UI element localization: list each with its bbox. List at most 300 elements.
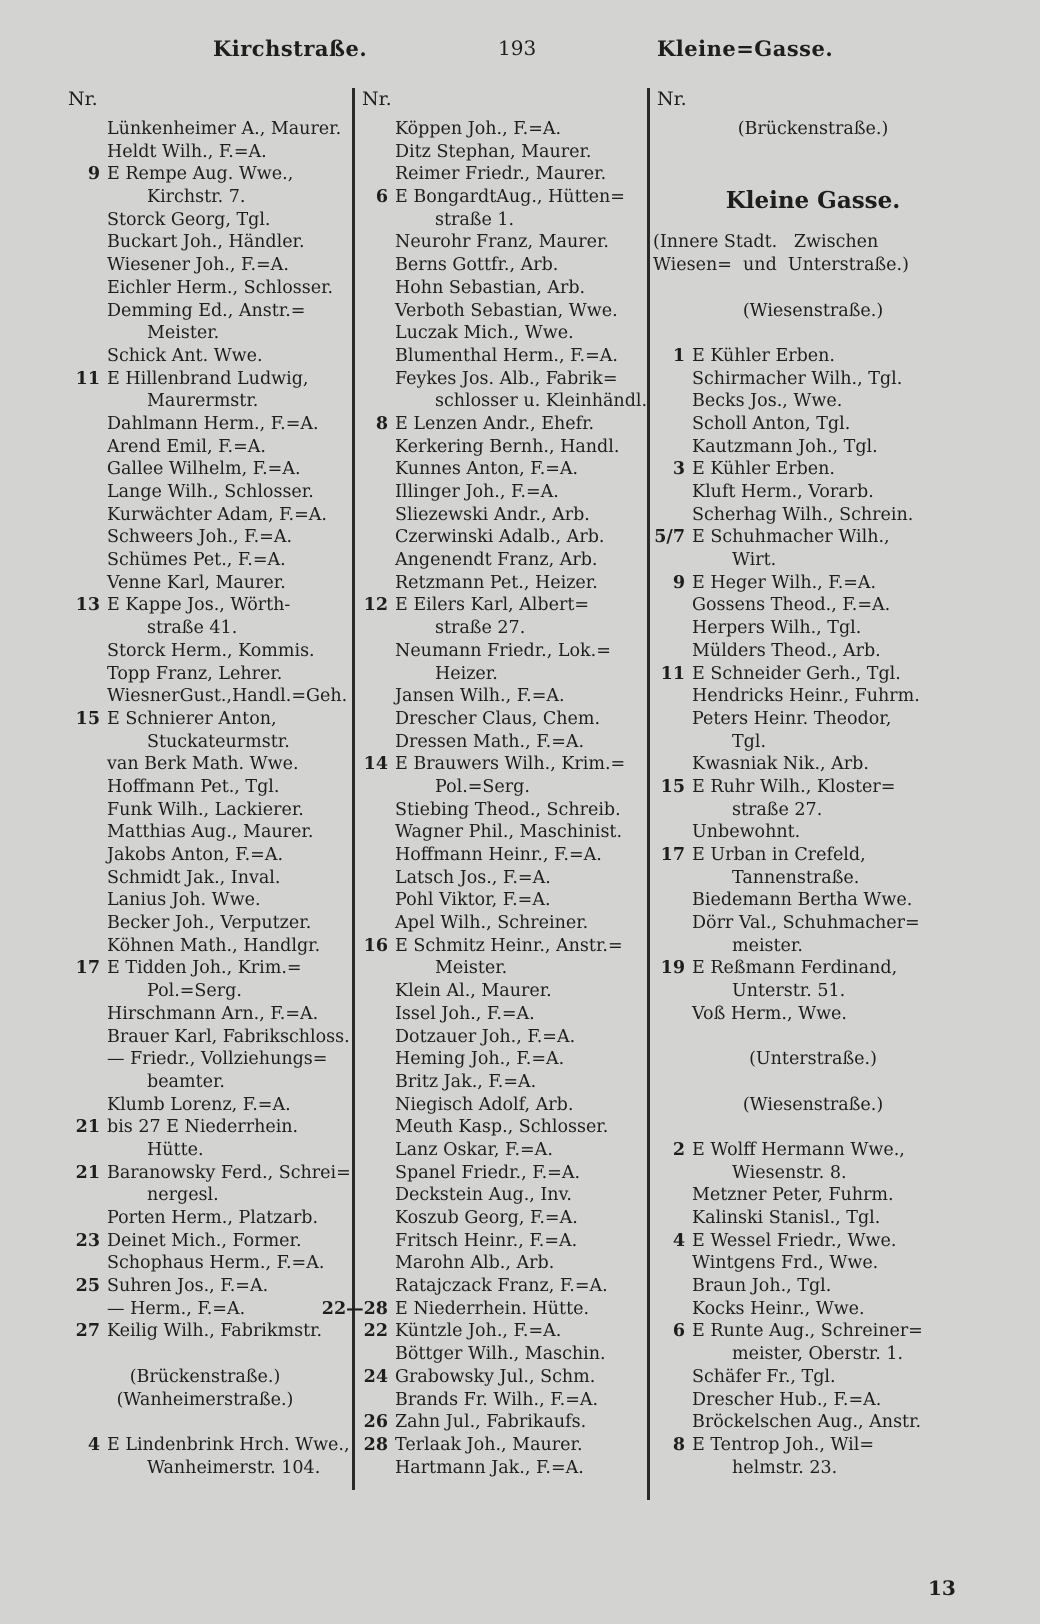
directory-entry [653,731,973,754]
directory-entry [60,912,350,935]
entry-text: Biedemann Bertha Wwe. [692,890,913,911]
house-number: 3 [672,459,685,480]
directory-entry [653,1252,973,1275]
directory-entry [358,1207,646,1230]
directory-entry [358,186,646,209]
entry-text: E Schmitz Heinr., Anstr.= [395,935,623,956]
entry-continuation: beamter. [147,1071,225,1092]
entry-text: Hohn Sebastian, Arb. [395,277,586,298]
directory-entry [60,1320,350,1343]
directory-entry [358,844,646,867]
column-divider [647,88,650,1500]
directory-entry [653,935,973,958]
entry-text: Britz Jak., F.=A. [395,1071,537,1092]
blank-line [653,277,973,300]
directory-entry [358,1162,646,1185]
entry-text: Voß Herm., Wwe. [692,1003,847,1024]
entry-text: Koszub Georg, F.=A. [395,1208,578,1228]
directory-entry [358,118,646,141]
directory-entry [358,731,646,754]
directory-entry [653,685,973,708]
directory-entry [60,685,350,708]
house-number: 24 [363,1366,388,1387]
entry-text: Apel Wilh., Schreiner. [395,913,589,934]
directory-entry [358,1457,646,1480]
directory-entry [60,594,350,617]
entry-text: — Friedr., Vollziehungs= [107,1049,328,1070]
directory-entry [358,572,646,595]
directory-entry [653,867,973,890]
directory-entry [653,617,973,640]
directory-entry [358,322,646,345]
directory-entry [653,1048,973,1071]
directory-entry [653,1366,973,1389]
entry-text: Heming Joh., F.=A. [395,1049,565,1070]
directory-entry [653,1275,973,1298]
directory-entry [358,821,646,844]
directory-entry [358,867,646,890]
directory-entry [60,821,350,844]
entry-text: Kocks Heinr., Wwe. [692,1298,865,1319]
directory-entry [653,436,973,459]
house-number: 2 [672,1139,685,1160]
entry-text: Dressen Math., F.=A. [395,731,585,752]
entry-text: Feykes Jos. Alb., Fabrik= [395,368,618,389]
house-number: 22 [363,1321,388,1342]
directory-entry [60,322,350,345]
entry-text: Schäfer Fr., Tgl. [692,1366,836,1387]
entry-text: Jansen Wilh., F.=A. [395,686,565,707]
house-number: 14 [363,754,388,775]
entry-text: Heldt Wilh., F.=A. [107,141,267,162]
entry-text: E Wessel Friedr., Wwe. [692,1230,897,1251]
directory-entry [653,1003,973,1026]
entry-text: Lanius Joh. Wwe. [107,890,261,911]
house-number: 4 [87,1434,100,1455]
directory-entry [358,300,646,323]
entry-text: Illinger Joh., F.=A. [395,482,559,502]
directory-entry [358,1275,646,1298]
entry-text: (Wanheimerstraße.) [116,1389,294,1410]
directory-entry [358,1320,646,1343]
directory-entry [358,1411,646,1434]
house-number: 15 [660,776,685,797]
directory-entry [653,594,973,617]
entry-continuation: Tgl. [732,731,767,752]
entry-text: E Schnierer Anton, [107,708,277,729]
directory-entry [653,1298,973,1321]
entry-text: Niegisch Adolf, Arb. [395,1094,574,1115]
entry-text: Schweers Joh., F.=A. [107,527,293,548]
directory-entry [60,1275,350,1298]
entry-continuation: Wanheimerstr. 104. [147,1457,321,1478]
blank-line [653,1071,973,1094]
blank-line [653,1116,973,1139]
column-kirchstrasse-left [60,118,350,1479]
entry-text: Latsch Jos., F.=A. [395,867,551,888]
entry-text: Marohn Alb., Arb. [395,1253,555,1274]
entry-text: Köhnen Math., Handlgr. [107,935,321,956]
entry-continuation: meister, Oberstr. 1. [732,1344,904,1365]
entry-text: Suhren Jos., F.=A. [107,1276,269,1297]
entry-text: Wiesener Joh., F.=A. [107,255,289,276]
entry-text: Terlaak Joh., Maurer. [395,1434,583,1455]
house-number: 8 [672,1434,685,1455]
directory-entry [60,889,350,912]
house-number: 21 [75,1117,100,1138]
entry-text: E Kappe Jos., Wörth- [107,595,291,616]
entry-continuation: Heizer. [435,663,498,684]
house-number: 17 [75,958,100,979]
entry-continuation: Unterstr. 51. [732,981,846,1002]
directory-entry [358,1139,646,1162]
entry-text: E Brauwers Wilh., Krim.= [395,754,626,775]
directory-entry [358,1094,646,1117]
entry-text: (Wiesenstraße.) [742,1094,884,1115]
entry-text: Braun Joh., Tgl. [692,1276,832,1297]
directory-entry [60,753,350,776]
entry-continuation: nergesl. [147,1185,219,1206]
directory-entry [358,799,646,822]
entry-text: Ditz Stephan, Maurer. [395,141,592,162]
directory-entry [653,504,973,527]
entry-text: E BongardtAug., Hütten= [395,187,625,208]
entry-text: E Tidden Joh., Krim.= [107,958,302,979]
directory-entry [60,345,350,368]
entry-text: Luczak Mich., Wwe. [395,323,574,344]
directory-entry [60,1094,350,1117]
entry-text: Blumenthal Herm., F.=A. [395,345,618,366]
directory-entry [60,799,350,822]
directory-entry [653,1411,973,1434]
entry-text: Becks Jos., Wwe. [692,391,843,412]
entry-text: Kwasniak Nik., Arb. [692,754,869,775]
entry-text: Hoffmann Pet., Tgl. [107,776,280,797]
directory-entry [60,1162,350,1185]
entry-text: bis 27 E Niederrhein. [107,1117,299,1138]
directory-entry [60,118,350,141]
entry-text: Wintgens Frd., Wwe. [692,1253,879,1274]
directory-entry [60,663,350,686]
entry-text: Dörr Val., Schuhmacher= [692,913,920,934]
entry-text: E Lenzen Andr., Ehefr. [395,413,595,434]
house-number: 12 [363,595,388,616]
directory-entry [60,1116,350,1139]
entry-text: Dahlmann Herm., F.=A. [107,413,319,434]
entry-text: Peters Heinr. Theodor, [692,708,892,729]
directory-entry [358,1026,646,1049]
entry-text: WiesnerGust.,Handl.=Geh. [107,686,348,707]
directory-entry [358,254,646,277]
directory-entry [653,753,973,776]
house-number: 8 [375,413,388,434]
directory-entry [60,640,350,663]
entry-text: E Kühler Erben. [692,459,835,480]
directory-entry [358,526,646,549]
entry-text: Hartmann Jak., F.=A. [395,1457,584,1478]
directory-entry [60,209,350,232]
directory-entry [60,458,350,481]
blank-line [60,1343,350,1366]
entry-text: Wagner Phil., Maschinist. [395,822,623,843]
house-number: 5/7 [654,527,685,548]
directory-entry [653,1434,973,1457]
directory-entry [653,1184,973,1207]
house-number: 6 [375,187,388,208]
directory-entry [60,980,350,1003]
house-number: 27 [75,1321,100,1342]
nr-label-col1: Nr. [68,88,98,110]
entry-text: Zahn Jul., Fabrikaufs. [395,1412,587,1433]
entry-text: Deinet Mich., Former. [107,1230,302,1251]
entry-text: Kalinski Stanisl., Tgl. [692,1208,881,1228]
entry-text: Unbewohnt. [692,822,801,843]
entry-continuation: Pol.=Serg. [147,981,242,1002]
entry-text: Jakobs Anton, F.=A. [107,845,284,865]
entry-text: Kleine Gasse. [725,187,901,215]
entry-text: Hendricks Heinr., Fuhrm. [692,686,920,707]
directory-entry [653,1139,973,1162]
house-number: 25 [75,1276,100,1297]
entry-continuation: Meister. [435,958,508,979]
entry-text: Dotzauer Joh., F.=A. [395,1026,576,1047]
entry-text: Scholl Anton, Tgl. [692,413,851,434]
entry-text: Spanel Friedr., F.=A. [395,1162,581,1183]
entry-text: Arend Emil, F.=A. [107,436,266,457]
entry-text: van Berk Math. Wwe. [107,754,299,775]
entry-text: Deckstein Aug., Inv. [395,1185,572,1206]
entry-text: Schophaus Herm., F.=A. [107,1253,325,1274]
directory-entry [358,413,646,436]
directory-entry [358,663,646,686]
directory-entry [358,912,646,935]
entry-continuation: schlosser u. Kleinhändl. [435,391,648,412]
blank-line [653,1026,973,1049]
house-number: 22—28 [321,1298,388,1319]
entry-text: Eichler Herm., Schlosser. [107,277,334,298]
entry-text: Böttger Wilh., Maschin. [395,1344,606,1365]
entry-text: Ratajczack Franz, F.=A. [395,1276,608,1297]
directory-entry [60,844,350,867]
entry-text: E Kühler Erben. [692,345,835,366]
entry-text: Verboth Sebastian, Wwe. [395,300,618,321]
blank-line [60,1411,350,1434]
directory-entry [358,1116,646,1139]
entry-text: Grabowsky Jul., Schm. [395,1366,596,1387]
directory-entry [358,957,646,980]
house-number: 11 [75,368,100,389]
house-number: 4 [672,1230,685,1251]
entry-continuation: Hütte. [147,1139,204,1160]
directory-entry [60,1434,350,1457]
directory-entry [653,231,973,254]
directory-entry [358,504,646,527]
entry-text: Funk Wilh., Lackierer. [107,799,304,820]
directory-entry [653,1343,973,1366]
entry-text: E Lindenbrink Hrch. Wwe., [107,1434,350,1455]
directory-entry [60,481,350,504]
entry-text: Stiebing Theod., Schreib. [395,799,621,820]
directory-entry [60,957,350,980]
directory-entry [358,141,646,164]
directory-entry [653,889,973,912]
directory-entry [321,1298,646,1321]
directory-entry [60,1457,350,1480]
directory-entry [653,458,973,481]
directory-entry [358,1048,646,1071]
entry-continuation: Pol.=Serg. [435,776,530,797]
entry-continuation: meister. [732,935,803,956]
entry-text: Mülders Theod., Arb. [692,640,881,661]
directory-entry [653,1457,973,1480]
directory-entry [60,549,350,572]
directory-entry [653,1230,973,1253]
entry-text: Kerkering Bernh., Handl. [395,436,620,457]
directory-entry [358,1184,646,1207]
directory-entry [60,731,350,754]
directory-entry [358,889,646,912]
directory-entry [653,345,973,368]
entry-text: Köppen Joh., F.=A. [395,119,562,139]
directory-entry [358,1389,646,1412]
directory-entry [60,776,350,799]
directory-entry [358,1071,646,1094]
directory-entry [358,1252,646,1275]
house-number: 26 [363,1412,388,1433]
directory-entry [60,1298,350,1321]
directory-entry [60,1366,350,1389]
left-street-title: Kirchstraße. [213,36,368,61]
directory-entry [358,708,646,731]
directory-entry [358,753,646,776]
directory-entry [358,776,646,799]
directory-entry [653,413,973,436]
entry-text: Metzner Peter, Fuhrm. [692,1185,894,1206]
directory-entry [358,436,646,459]
page-number: 193 [498,36,537,60]
entry-text: Brands Fr. Wilh., F.=A. [395,1389,599,1410]
signature-mark: 13 [928,1576,956,1600]
directory-entry [60,1026,350,1049]
entry-text: Bröckelschen Aug., Anstr. [692,1412,922,1433]
entry-text: Venne Karl, Maurer. [107,572,286,593]
directory-entry [60,1139,350,1162]
entry-continuation: Meister. [147,323,220,344]
entry-continuation: straße 27. [435,618,526,639]
entry-text: Herpers Wilh., Tgl. [692,618,862,639]
house-number: 6 [672,1321,685,1342]
entry-text: Sliezewski Andr., Arb. [395,504,590,525]
entry-text: (Wiesenstraße.) [742,300,884,321]
entry-text: E Eilers Karl, Albert= [395,595,590,616]
directory-entry [653,776,973,799]
blank-line [653,209,973,232]
directory-entry [358,1003,646,1026]
house-number: 15 [75,708,100,729]
entry-text: E Runte Aug., Schreiner= [692,1321,923,1342]
directory-entry [60,1389,350,1412]
entry-text: E Wolff Hermann Wwe., [692,1139,905,1160]
directory-entry [358,935,646,958]
entry-text: E Ruhr Wilh., Kloster= [692,776,896,797]
directory-entry [653,118,973,141]
house-number: 11 [660,663,685,684]
directory-entry [358,1366,646,1389]
directory-entry [358,481,646,504]
entry-text: Gallee Wilhelm, F.=A. [107,459,301,480]
entry-text: (Unterstraße.) [749,1049,877,1070]
directory-entry [60,1003,350,1026]
entry-text: Kluft Herm., Vorarb. [692,482,874,502]
house-number: 9 [672,572,685,593]
directory-entry [60,572,350,595]
directory-entry [60,504,350,527]
entry-text: Schirmacher Wilh., Tgl. [692,368,903,389]
entry-text: E Rempe Aug. Wwe., [107,164,294,185]
column-kirchstrasse-right [321,118,648,1479]
directory-entry [358,368,646,391]
directory-entry [653,844,973,867]
directory-entry [358,549,646,572]
entry-text: Baranowsky Ferd., Schrei= [107,1162,351,1183]
entry-continuation: Tannenstraße. [732,867,860,888]
entry-text: Buckart Joh., Händler. [107,232,305,253]
directory-entry [60,935,350,958]
directory-entry [60,300,350,323]
directory-entry [60,277,350,300]
entry-continuation: Stuckateurmstr. [147,731,290,752]
house-number: 19 [660,958,685,979]
entry-continuation: Maurermstr. [147,391,259,412]
entry-text: E Schneider Gerh., Tgl. [692,663,901,684]
directory-entry [60,368,350,391]
entry-text: Hoffmann Heinr., F.=A. [395,845,602,865]
directory-entry [60,1071,350,1094]
directory-entry [653,663,973,686]
entry-continuation: Wirt. [732,550,777,571]
entry-text: Wiesen= und Unterstraße.) [653,255,909,276]
directory-entry [653,912,973,935]
entry-text: E Heger Wilh., F.=A. [692,572,877,593]
directory-entry [358,980,646,1003]
entry-text: E Urban in Crefeld, [692,845,866,865]
directory-entry [358,209,646,232]
entry-text: (Brückenstraße.) [129,1366,281,1387]
directory-entry [653,526,973,549]
directory-entry [653,957,973,980]
directory-entry [653,1162,973,1185]
entry-text: Scherhag Wilh., Schrein. [692,504,914,525]
directory-entry [358,231,646,254]
entry-text: (Innere Stadt. Zwischen [653,232,879,253]
directory-entry [653,481,973,504]
street-heading [653,186,973,215]
entry-text: Klein Al., Maurer. [395,981,552,1002]
directory-entry [60,1207,350,1230]
directory-entry [60,1184,350,1207]
entry-text: Fritsch Heinr., F.=A. [395,1230,578,1251]
directory-entry [653,1207,973,1230]
column-divider [352,88,355,1490]
entry-text: Kurwächter Adam, F.=A. [107,504,327,525]
directory-entry [653,368,973,391]
directory-entry [60,617,350,640]
directory-entry [60,231,350,254]
entry-text: Porten Herm., Platzarb. [107,1208,319,1228]
directory-entry [358,390,646,413]
directory-entry [653,1389,973,1412]
directory-entry [358,617,646,640]
